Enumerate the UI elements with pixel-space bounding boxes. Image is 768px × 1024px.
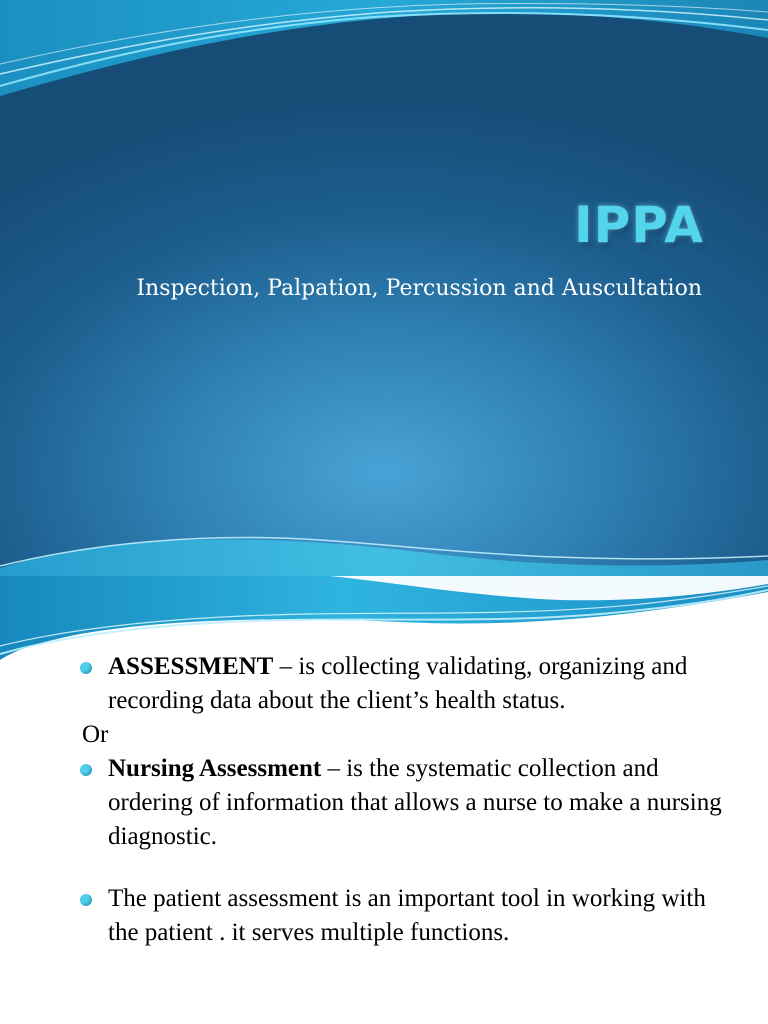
spacer (74, 854, 734, 882)
slide-title: IPPA (573, 196, 704, 254)
bullet-item-nursing-assessment (74, 752, 734, 854)
content-slide (0, 576, 768, 1024)
bullet-list (74, 650, 734, 950)
bullet-term: ASSESSMENT (108, 653, 274, 680)
bullet-item-assessment (74, 650, 734, 718)
bullet-text: The patient assessment is an important tool in working with the patient . it serves multiple functions. (108, 885, 706, 946)
bullet-dot-icon (80, 894, 92, 906)
bullet-term: Nursing Assessment (108, 755, 322, 782)
slide-subtitle: Inspection, Palpation, Percussion and Auscultation (136, 276, 702, 301)
bullet-dot-icon (80, 662, 92, 674)
bullet-item-patient-assessment (74, 882, 734, 950)
bullet-dot-icon (80, 764, 92, 776)
or-line: Or (82, 721, 109, 748)
bullet-text: – is the systematic collection and ordering of information that allows a nurse to make a nursing diagnostic. (108, 755, 722, 850)
bullet-text: – is collecting validating, organizing and recording data about the client’s health status. (108, 653, 688, 714)
